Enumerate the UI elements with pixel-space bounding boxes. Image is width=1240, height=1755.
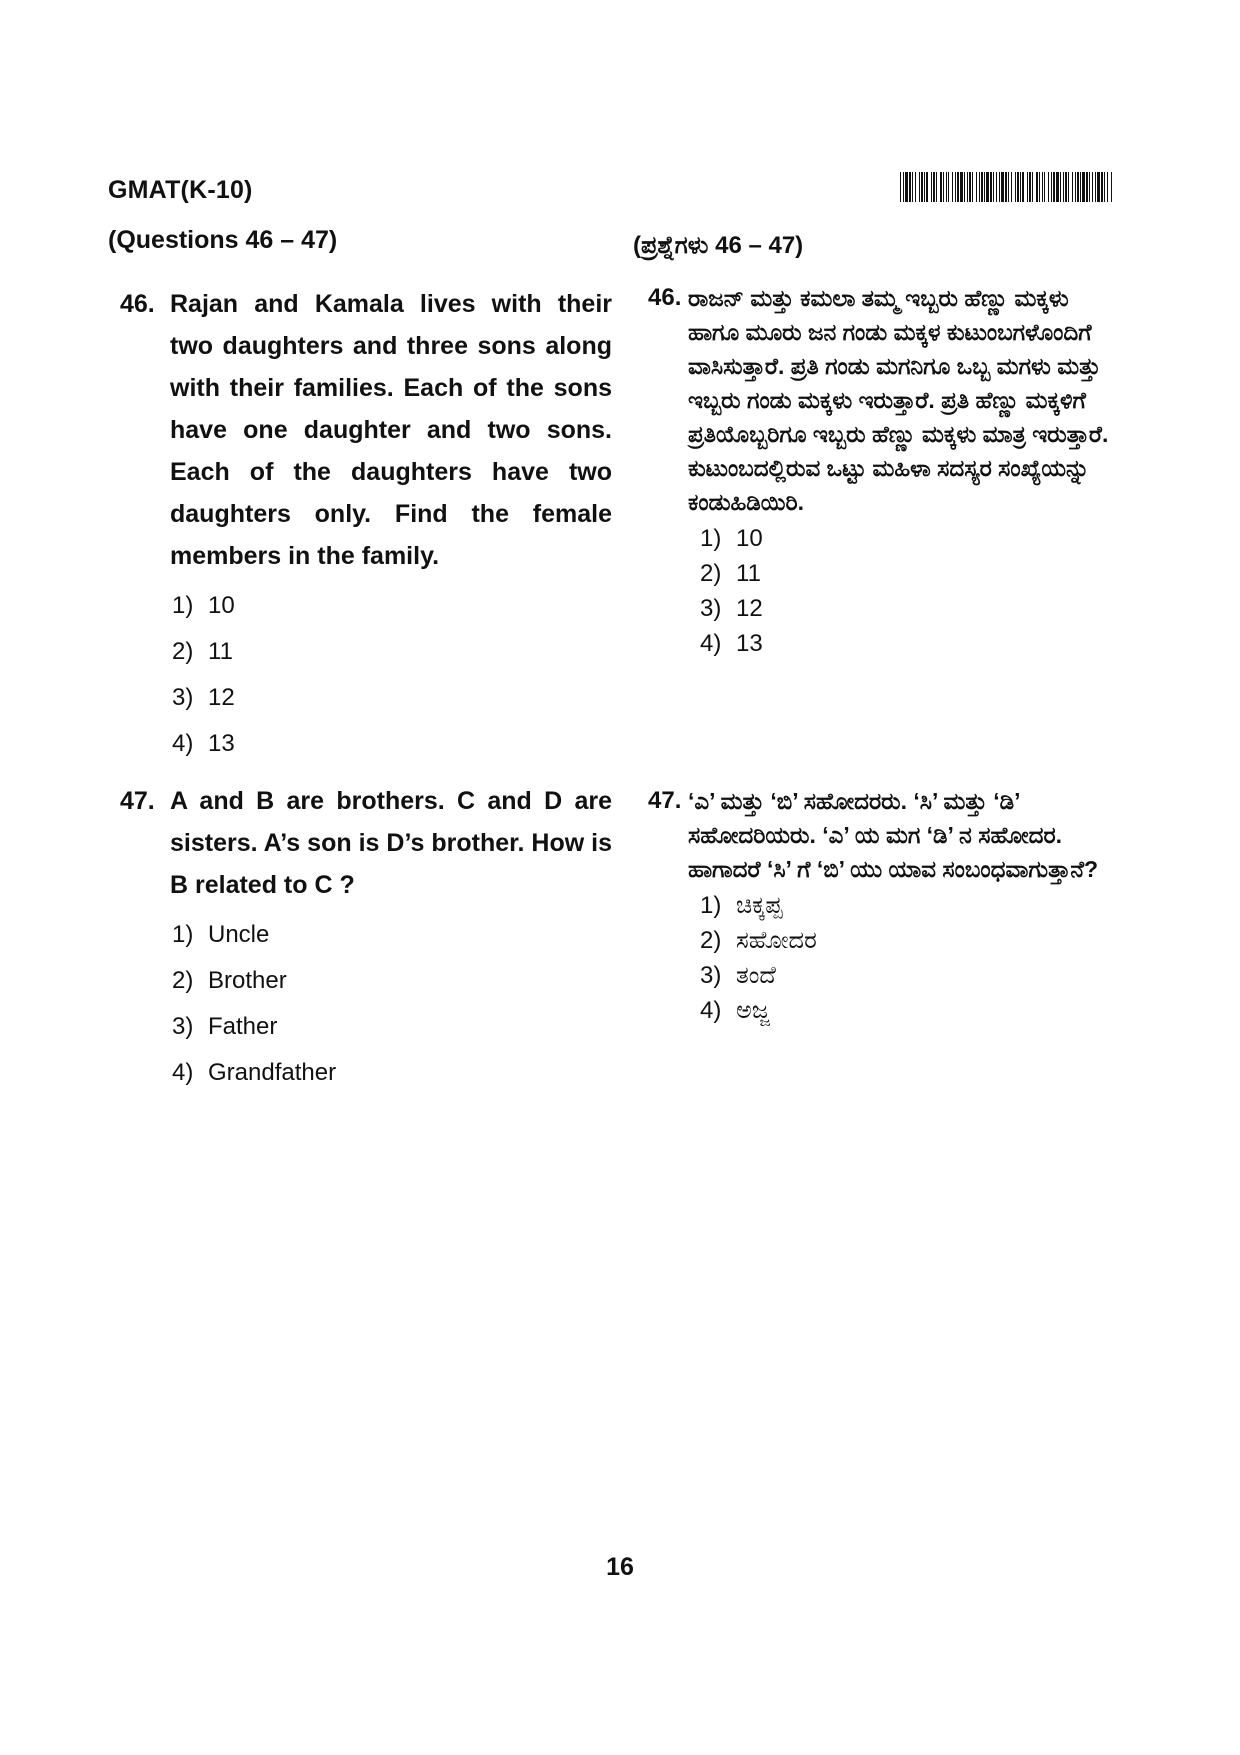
option-text: Father xyxy=(208,1013,278,1040)
option xyxy=(700,958,1118,993)
option xyxy=(700,556,1118,591)
barcode-bar xyxy=(979,172,980,202)
option xyxy=(172,958,612,1004)
barcode-bar xyxy=(900,172,901,202)
option-text: 10 xyxy=(208,592,235,619)
barcode-bar xyxy=(1029,172,1031,202)
barcode-bar xyxy=(921,172,923,202)
barcode-bar xyxy=(1101,172,1103,202)
option-number: 2) xyxy=(172,967,194,994)
barcode-bar xyxy=(1005,172,1007,202)
barcode-bar xyxy=(967,172,968,202)
barcode-bar xyxy=(952,172,953,202)
option-text: 13 xyxy=(208,730,235,757)
barcode-bar xyxy=(990,172,992,202)
option xyxy=(172,721,612,767)
question-46-kn xyxy=(648,281,1118,661)
barcode-bar xyxy=(1022,172,1024,202)
barcode-bar xyxy=(919,172,920,202)
option-text: ಅಜ್ಜ xyxy=(736,997,770,1024)
option xyxy=(700,626,1118,661)
option-text: 13 xyxy=(736,630,763,657)
option xyxy=(700,993,1118,1028)
section-heading-kn: (ಪ್ರಶ್ನೆಗಳು 46 – 47) xyxy=(633,232,804,259)
option-number: 3) xyxy=(172,1013,194,1040)
option xyxy=(700,888,1118,923)
option-number: 3) xyxy=(700,595,722,622)
question-text: Rajan and Kamala lives with their two daughters and three sons along with their families. Each of the sons have one daughter and two sons. Each of the daughters have two daughters only. Find the female members in the family. xyxy=(170,290,612,570)
barcode-bar xyxy=(1077,172,1079,202)
barcode-bar xyxy=(1053,172,1055,202)
option-text: ಸಹೋದರ xyxy=(736,927,817,954)
option-text: 11 xyxy=(208,638,233,665)
option-number: 2) xyxy=(700,927,722,954)
english-column xyxy=(120,283,612,767)
page-number: 16 xyxy=(606,1553,634,1581)
option-number: 3) xyxy=(172,684,194,711)
barcode-bar xyxy=(1104,172,1105,202)
barcode-bar xyxy=(1036,172,1038,202)
barcode-bar xyxy=(1039,172,1040,202)
barcode-bar xyxy=(996,172,997,202)
barcode-bar xyxy=(1020,172,1021,202)
barcode-bar xyxy=(981,172,983,202)
barcode-bar xyxy=(1042,172,1043,202)
kannada-column-q47 xyxy=(648,784,1118,1028)
barcode-bar xyxy=(960,172,963,202)
barcode-bar xyxy=(948,172,949,202)
barcode-bar xyxy=(915,172,916,202)
option-text: 11 xyxy=(736,560,761,587)
barcode-bar xyxy=(1065,172,1067,202)
option-text: Grandfather xyxy=(208,1059,337,1086)
option-number: 1) xyxy=(172,921,194,948)
option xyxy=(172,1004,612,1050)
kannada-column xyxy=(648,281,1118,661)
barcode-bar xyxy=(976,172,977,202)
question-number: 47. xyxy=(120,787,155,815)
option-text: Uncle xyxy=(208,921,270,948)
barcode-bar xyxy=(1032,172,1033,202)
english-column-q47 xyxy=(120,780,612,1096)
barcode-bar xyxy=(933,172,935,202)
option xyxy=(172,629,612,675)
barcode-bar xyxy=(931,172,932,202)
option xyxy=(172,583,612,629)
barcode-bar xyxy=(909,172,911,202)
barcode xyxy=(900,172,1112,202)
option-number: 4) xyxy=(172,730,194,757)
barcode-bar xyxy=(984,172,985,202)
option xyxy=(172,675,612,721)
option xyxy=(172,912,612,958)
barcode-bar xyxy=(986,172,989,202)
barcode-bar xyxy=(972,172,973,202)
question-number: 46. xyxy=(648,284,682,311)
option-text: 10 xyxy=(736,525,763,552)
barcode-bar xyxy=(957,172,959,202)
barcode-bar xyxy=(1008,172,1009,202)
barcode-bar xyxy=(924,172,925,202)
option-text: 12 xyxy=(208,684,235,711)
barcode-bar xyxy=(1056,172,1059,202)
barcode-bar xyxy=(1095,172,1096,202)
option-number: 1) xyxy=(700,892,722,919)
option-number: 3) xyxy=(700,962,722,989)
section-heading-en: (Questions 46 – 47) xyxy=(108,226,338,254)
barcode-bar xyxy=(912,172,913,202)
option-number: 4) xyxy=(700,630,722,657)
question-number: 47. xyxy=(648,787,682,814)
question-number: 46. xyxy=(120,290,155,318)
page-code: GMAT(K-10) xyxy=(108,176,253,204)
barcode-bar xyxy=(1080,172,1081,202)
barcode-bar xyxy=(1097,172,1100,202)
barcode-bar xyxy=(926,172,928,202)
options-list xyxy=(172,583,612,767)
question-text: ರಾಜನ್ ಮತ್ತು ಕಮಲಾ ತಮ್ಮ ಇಬ್ಬರು ಹೆಣ್ಣು ಮಕ್ಕಳು ಹಾಗೂ ಮೂರು ಜನ ಗಂಡು ಮಕ್ಕಳ ಕುಟುಂಬಗಳೊಂದಿಗೆ ವಾಸಿಸುತ್ತಾರೆ. ಪ್ರತಿ ಗಂಡು ಮಗನಿಗೂ ಒಬ್ಬ ಮಗಳು ಮತ್ತು ಇಬ್ಬರು ಗಂಡು ಮಕ್ಕಳು ಇರುತ್ತಾರೆ. ಪ್ರತಿ ಹೆಣ್ಣು ಮಕ್ಕಳಿಗೆ ಪ್ರತಿಯೊಬ್ಬರಿಗೂ ಇಬ್ಬರು ಹೆಣ್ಣು ಮಕ್ಕಳು ಮಾತ್ರ ಇರುತ್ತಾರೆ. ಕುಟುಂಬದಲ್ಲಿರುವ ಒಟ್ಟು ಮಹಿಳಾ ಸದಸ್ಯರ ಸಂಖ್ಯೆಯನ್ನು ಕಂಡುಹಿಡಿಯಿರಿ. xyxy=(688,285,1109,515)
option-number: 4) xyxy=(700,997,722,1024)
barcode-bar xyxy=(1017,172,1019,202)
option-text: 12 xyxy=(736,595,763,622)
barcode-bar xyxy=(1027,172,1028,202)
option-number: 4) xyxy=(172,1059,194,1086)
barcode-bar xyxy=(964,172,965,202)
barcode-bar xyxy=(1060,172,1061,202)
barcode-bar xyxy=(1048,172,1049,202)
barcode-bar xyxy=(943,172,944,202)
barcode-bar xyxy=(1015,172,1016,202)
barcode-bar xyxy=(999,172,1000,202)
barcode-bar xyxy=(1089,172,1090,202)
barcode-bar xyxy=(1011,172,1012,202)
question-46-en xyxy=(120,283,612,767)
barcode-bar xyxy=(1001,172,1004,202)
barcode-bar xyxy=(1107,172,1108,202)
barcode-bar xyxy=(993,172,994,202)
barcode-bar xyxy=(1092,172,1093,202)
options-list xyxy=(172,912,612,1096)
barcode-bar xyxy=(955,172,956,202)
option-number: 2) xyxy=(172,638,194,665)
option-text: ತಂದೆ xyxy=(736,962,776,989)
option xyxy=(700,521,1118,556)
barcode-bar xyxy=(1044,172,1045,202)
option-number: 1) xyxy=(700,525,722,552)
barcode-bar xyxy=(946,172,947,202)
barcode-bar xyxy=(1075,172,1076,202)
option-text: Brother xyxy=(208,967,287,994)
barcode-bar xyxy=(905,172,908,202)
barcode-bar xyxy=(1111,172,1112,202)
barcode-bar xyxy=(1072,172,1073,202)
question-text: ‘ಎ’ ಮತ್ತು ‘ಬಿ’ ಸಹೋದರರು. ‘ಸಿ’ ಮತ್ತು ‘ಡಿ’ ಸಹೋದರಿಯರು. ‘ಎ’ ಯ ಮಗ ‘ಡಿ’ ನ ಸಹೋದರ. ಹಾಗಾದರೆ ‘ಸಿ’ ಗೆ ‘ಬಿ’ ಯು ಯಾವ ಸಂಬಂಧವಾಗುತ್ತಾನೆ? xyxy=(688,788,1099,882)
option-number: 1) xyxy=(172,592,194,619)
question-47-kn xyxy=(648,784,1118,1028)
barcode-bar xyxy=(903,172,904,202)
barcode-bar xyxy=(1082,172,1085,202)
option xyxy=(700,591,1118,626)
barcode-bar xyxy=(1068,172,1069,202)
options-list xyxy=(700,521,1118,661)
barcode-bar xyxy=(1063,172,1064,202)
barcode-bar xyxy=(936,172,937,202)
barcode-bar xyxy=(969,172,971,202)
barcode-bar xyxy=(940,172,942,202)
barcode-bar xyxy=(1051,172,1052,202)
option-text: ಚಿಕ್ಕಪ್ಪ xyxy=(736,892,783,919)
option xyxy=(700,923,1118,958)
options-list xyxy=(700,888,1118,1028)
question-47-en xyxy=(120,780,612,1096)
option-number: 2) xyxy=(700,560,722,587)
option xyxy=(172,1050,612,1096)
question-text: A and B are brothers. C and D are sisters. A’s son is D’s brother. How is B related to C ? xyxy=(170,787,612,899)
barcode-bar xyxy=(1086,172,1088,202)
